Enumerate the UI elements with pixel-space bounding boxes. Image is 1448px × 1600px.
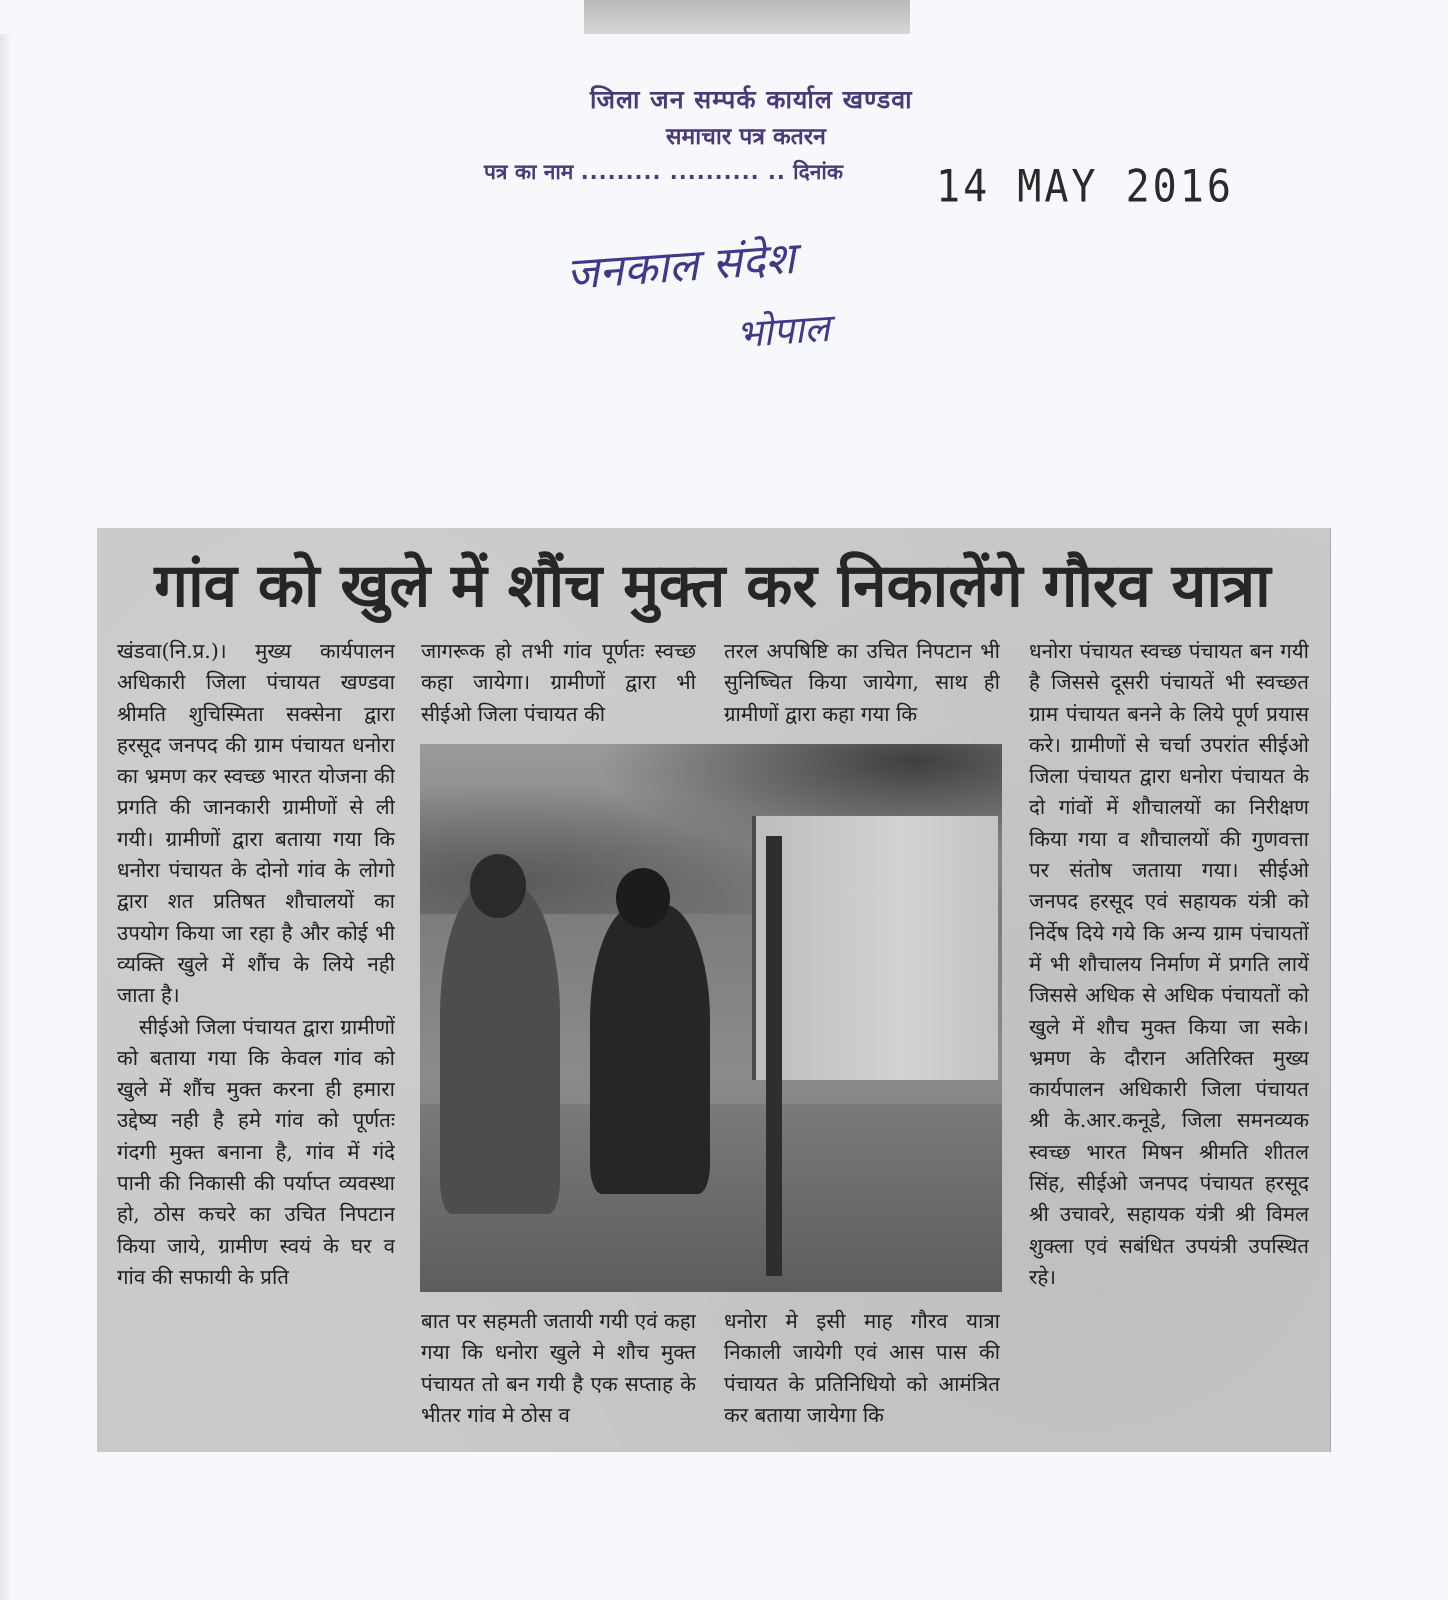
scan-left-edge: [0, 34, 12, 1600]
column-2-top-text: जागरूक हो तभी गांव पूर्णतः स्वच्छ कहा जायेगा। ग्रामीणों द्वारा भी सीईओ जिला पंचायत की: [421, 639, 696, 726]
paper-name-row: [484, 158, 843, 186]
paper-name-label: पत्र का नाम: [484, 160, 574, 184]
column-1-paragraph-2: सीईओ जिला पंचायत द्वारा ग्रामीणों को बताया गया कि केवल गांव को खुले में शौंच मुक्त करना ही हमारा उद्देष्य नही है हमे गांव को पूर्णतः गंदगी मुक्त बनाना है, गांव में गंदे पानी की निकासी की पर्याप्त व्यवस्था हो, ठोस कचरे का उचित निपटान किया जाये, ग्रामीण स्वयं के घर व गांव की सफायी के प्रति: [117, 1014, 395, 1289]
newspaper-clipping: [97, 528, 1331, 1452]
paper-name-blank: ......... .......... ..: [580, 160, 786, 184]
article-column-1: [117, 636, 395, 1436]
handwritten-paper-name: जनकाल संदेश: [564, 233, 797, 300]
date-label: दिनांक: [793, 160, 843, 184]
photo-woman-1-head: [470, 854, 526, 918]
photo-woman-2-head: [616, 868, 670, 928]
date-stamp: 14 MAY 2016: [936, 161, 1234, 213]
article-column-4: [1029, 636, 1309, 1436]
office-stamp-title: जिला जन सम्पर्क कार्याल खण्डवा: [590, 85, 913, 114]
photo-woman-1: [440, 884, 560, 1214]
column-3-bottom-text: धनोरा मे इसी माह गौरव यात्रा निकाली जायेगी एवं आस पास की पंचायत के प्रतिनिधियो को आमंत्रित कर बताया जायेगा कि: [724, 1309, 1000, 1427]
handwritten-city: भोपाल: [734, 305, 832, 357]
column-4-text: धनोरा पंचायत स्वच्छ पंचायत बन गयी है जिससे दूसरी पंचायतें भी स्वच्छत ग्राम पंचायत बनने के लिये पूर्ण प्रयास करे। ग्रामीणों से चर्चा उपरांत सीईओ जिला पंचायत द्वारा धनोरा पंचायत के दो गांवों में शौचालयों का निरीक्षण किया गया व शौचालयों की गुणवत्ता पर संतोष जताया गया। सीईओ जनपद हरसूद एवं सहायक यंत्री को निर्देष दिये गये कि अन्य ग्राम पंचायतों में भी शौचालय निर्माण में प्रगति लायें जिससे अधिक से अधिक पंचायतों को खुले में शौच मुक्त किया जा सके। भ्रमण के दौरान अतिरिक्त मुख्य कार्यपालन अधिकारी जिला पंचायत श्री के.आर.कनूडे, जिला समनव्यक स्वच्छ भारत मिषन श्रीमति शीतल सिंह, सीईओ जनपद पंचायत हरसूद श्री उचावरे, सहायक यंत्री श्री विमल शुक्ला एवं सबंधित उपयंत्री उपस्थित रहे।: [1029, 639, 1309, 1289]
scan-top-strip: [584, 0, 910, 34]
photo-toilet-building: [752, 816, 998, 1080]
article-headline: गांव को खुले में शौंच मुक्त कर निकालेंगे गौरव यात्रा: [154, 551, 1271, 621]
article-column-2-bottom: [421, 1306, 696, 1436]
column-3-top-text: तरल अपषिष्टि का उचित निपटान भी सुनिष्चित किया जायेगा, साथ ही ग्रामीणों द्वारा कहा गया कि: [724, 639, 1000, 726]
article-column-2-top: [421, 636, 696, 730]
article-column-3-top: [724, 636, 1000, 730]
article-photo: [420, 744, 1002, 1292]
column-2-bottom-text: बात पर सहमती जतायी गयी एवं कहा गया कि धनोरा खुले मे शौच मुक्त पंचायत तो बन गयी है एक सप्ताह के भीतर गांव मे ठोस व: [421, 1309, 696, 1427]
clipping-stamp-subtitle: समाचार पत्र कतरन: [666, 124, 826, 150]
photo-door: [766, 836, 782, 1276]
column-1-paragraph-1: खंडवा(नि.प्र.)। मुख्य कार्यपालन अधिकारी जिला पंचायत खण्डवा श्रीमति शुचिस्मिता सक्सेना द्वारा हरसूद जनपद की ग्राम पंचायत धनोरा का भ्रमण कर स्वच्छ भारत योजना की प्रगति की जानकारी ग्रामीणों से ली गयी। ग्रामीणों द्वारा बताया गया कि धनोरा पंचायत के दोनो गांव के लोगो द्वारा शत प्रतिषत शौचालयों का उपयोग किया जा रहा है और कोई भी व्यक्ति खुले में शौंच के लिये नही जाता है।: [117, 639, 395, 1008]
article-column-3-bottom: [724, 1306, 1000, 1436]
photo-woman-2: [590, 904, 710, 1194]
